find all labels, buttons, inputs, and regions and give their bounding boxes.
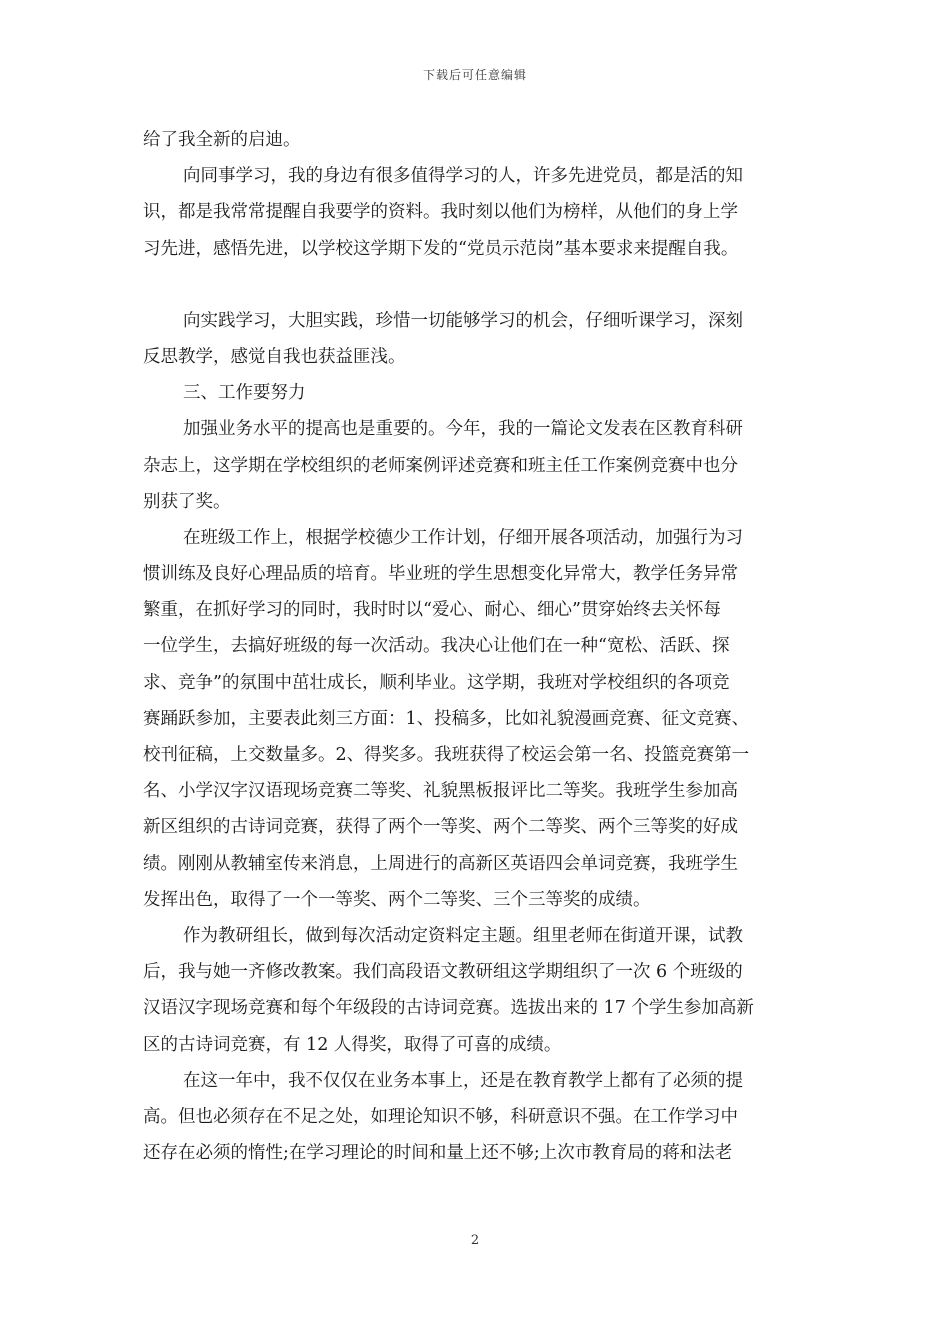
text-line: 习先进，感悟先进，以学校这学期下发的“党员示范岗”基本要求来提醒自我。 bbox=[143, 238, 739, 259]
text-line: 新区组织的古诗词竞赛，获得了两个一等奖、两个二等奖、两个三等奖的好成 bbox=[143, 817, 738, 838]
paragraph-gap bbox=[143, 267, 815, 303]
text-line: 杂志上，这学期在学校组织的老师案例评述竞赛和班主任工作案例竞赛中也分 bbox=[143, 455, 738, 476]
text-line: 求、竞争”的氛围中茁壮成长，顺利毕业。这学期，我班对学校组织的各项竞 bbox=[143, 672, 730, 693]
section-heading: 三、工作要努力 bbox=[183, 383, 306, 404]
text-line: 加强业务水平的提高也是重要的。今年，我的一篇论文发表在区教育科研 bbox=[183, 419, 743, 440]
text-line: 作为教研组长，做到每次活动定资料定主题。组里老师在街道开课，试教 bbox=[183, 925, 743, 946]
text-line: 向同事学习，我的身边有很多值得学习的人，许多先进党员，都是活的知 bbox=[183, 166, 743, 187]
text-line: 校刊征稿，上交数量多。2、得奖多。我班获得了校运会第一名、投篮竞赛第一 bbox=[143, 745, 750, 765]
text-line: 惯训练及良好心理品质的培育。毕业班的学生思想变化异常大，教学任务异常 bbox=[143, 564, 738, 585]
text-line: 一位学生，去搞好班级的每一次活动。我决心让他们在一种“宽松、活跃、探 bbox=[143, 636, 730, 657]
text-line: 后，我与她一齐修改教案。我们高段语文教研组这学期组织了一次 6 个班级的 bbox=[143, 962, 743, 983]
text-line: 绩。刚刚从教辅室传来消息，上周进行的高新区英语四会单词竞赛，我班学生 bbox=[143, 853, 738, 874]
text-line: 向实践学习，大胆实践，珍惜一切能够学习的机会，仔细听课学习，深刻 bbox=[183, 310, 743, 331]
text-line: 别获了奖。 bbox=[143, 491, 231, 512]
text-line: 在班级工作上，根据学校德少工作计划，仔细开展各项活动，加强行为习 bbox=[183, 527, 743, 548]
text-line: 赛踊跃参加，主要表此刻三方面：1、投稿多，比如礼貌漫画竞赛、征文竞赛、 bbox=[143, 708, 750, 729]
text-line: 发挥出色，取得了一个一等奖、两个二等奖、三个三等奖的成绩。 bbox=[143, 889, 651, 910]
page-number: 2 bbox=[470, 1233, 480, 1248]
document-body bbox=[143, 122, 815, 1171]
text-line: 名、小学汉字汉语现场竞赛二等奖、礼貌黑板报评比二等奖。我班学生参加高 bbox=[143, 781, 738, 802]
page-header: 下载后可任意编辑 bbox=[422, 68, 527, 82]
text-line: 区的古诗词竞赛，有 12 人得奖，取得了可喜的成绩。 bbox=[143, 1034, 562, 1055]
text-line: 高。但也必须存在不足之处，如理论知识不够，科研意识不强。在工作学习中 bbox=[143, 1106, 738, 1127]
text-line: 识，都是我常常提醒自我要学的资料。我时刻以他们为榜样，从他们的身上学 bbox=[143, 202, 738, 223]
text-line: 繁重，在抓好学习的同时，我时时以“爱心、耐心、细心”贯穿始终去关怀每 bbox=[143, 600, 721, 621]
text-line: 汉语汉字现场竞赛和每个年级段的古诗词竞赛。选拔出来的 17 个学生参加高新 bbox=[143, 998, 754, 1019]
text-line: 在这一年中，我不仅仅在业务本事上，还是在教育教学上都有了必须的提 bbox=[183, 1070, 743, 1091]
text-line: 给了我全新的启迪。 bbox=[143, 130, 301, 150]
text-line: 反思教学，感觉自我也获益匪浅。 bbox=[143, 346, 406, 367]
text-line: 还存在必须的惰性;在学习理论的时间和量上还不够;上次市教育局的蒋和法老 bbox=[143, 1143, 733, 1164]
